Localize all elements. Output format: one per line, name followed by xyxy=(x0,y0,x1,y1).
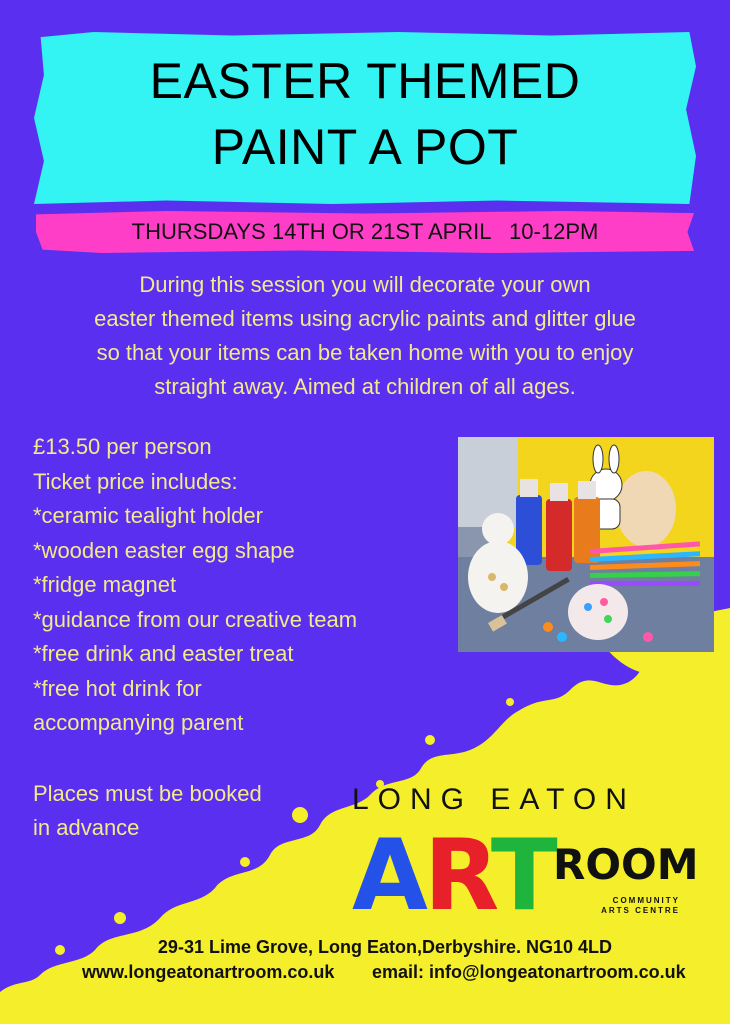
includes-item: *ceramic tealight holder xyxy=(33,503,263,528)
logo-long-eaton: LONG EATON xyxy=(352,783,636,816)
includes-item: *free hot drink for xyxy=(33,675,202,701)
logo-art xyxy=(352,819,554,933)
page-title xyxy=(34,48,696,180)
email-link[interactable]: email: info@longeatonartroom.co.uk xyxy=(372,962,686,982)
booking-line: in advance xyxy=(33,815,140,840)
craft-items-illustration xyxy=(458,437,714,652)
includes-heading: Ticket price includes: xyxy=(33,468,238,494)
booking-line: Places must be booked xyxy=(33,781,262,806)
logo-room: ROOM xyxy=(553,840,699,889)
ticket-price: £13.50 per person xyxy=(33,434,212,459)
description-line: straight away. Aimed at children of all ages. xyxy=(154,374,576,399)
description-line: During this session you will decorate your own xyxy=(139,272,591,297)
title-line-2: PAINT A POT xyxy=(211,119,519,175)
website-link[interactable]: www.longeatonartroom.co.uk xyxy=(82,962,335,982)
logo-letter-a: A xyxy=(352,819,424,933)
logo-subtitle-line: ARTS CENTRE xyxy=(601,906,680,915)
logo-letter-t: T xyxy=(490,819,554,933)
booking-notice xyxy=(33,777,353,845)
ticket-details xyxy=(33,430,453,741)
includes-item: *free drink and easter treat xyxy=(33,641,294,666)
logo-subtitle xyxy=(540,896,680,916)
logo-subtitle-line: COMMUNITY xyxy=(612,896,680,905)
craft-items-photo xyxy=(458,437,714,652)
description-line: easter themed items using acrylic paints and glitter glue xyxy=(94,306,636,331)
includes-item: *guidance from our creative team xyxy=(33,606,358,632)
logo-letter-r: R xyxy=(423,819,491,933)
title-line-1: EASTER THEMED xyxy=(149,53,581,109)
venue-address: 29-31 Lime Grove, Long Eaton,Derbyshire. NG10 4LD xyxy=(157,937,613,957)
event-description xyxy=(20,268,710,404)
includes-item: *wooden easter egg shape xyxy=(33,537,295,563)
event-date-time: THURSDAYS 14TH OR 21ST APRIL 10-12PM xyxy=(131,219,599,244)
description-line: so that your items can be taken home with you to enjoy xyxy=(96,340,634,365)
includes-item: *fridge magnet xyxy=(33,572,177,597)
includes-item: accompanying parent xyxy=(33,710,244,735)
